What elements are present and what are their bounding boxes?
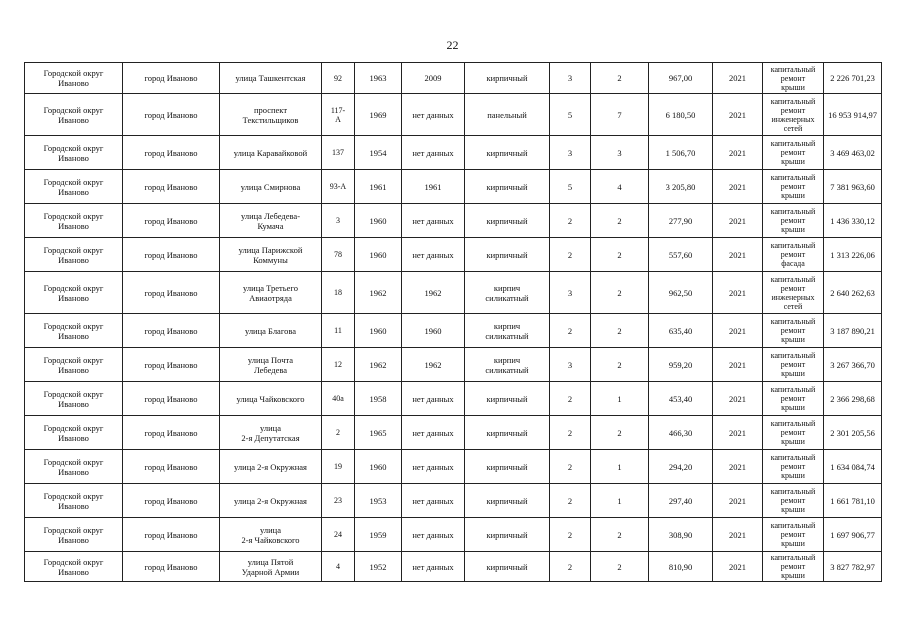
cell-plan-year: 2021	[713, 63, 763, 94]
table-row	[25, 170, 882, 204]
cell-year-repair: нет данных	[402, 484, 465, 518]
cell-house: 18	[322, 272, 355, 314]
cell-year-repair: 2009	[402, 63, 465, 94]
cell-city: город Иваново	[123, 484, 220, 518]
cell-cost: 3 187 890,21	[824, 314, 882, 348]
cell-work-type: капитальный ремонт крыши	[763, 552, 824, 582]
cell-cost: 2 226 701,23	[824, 63, 882, 94]
cell-year-repair: нет данных	[402, 416, 465, 450]
cell-material: кирпичный	[465, 416, 550, 450]
cell-floors: 5	[550, 170, 591, 204]
page-number: 22	[446, 38, 459, 52]
cell-work-type: капитальный ремонт крыши	[763, 170, 824, 204]
cell-material: кирпичный	[465, 518, 550, 552]
cell-year-repair: нет данных	[402, 94, 465, 136]
cell-material: кирпичный	[465, 204, 550, 238]
cell-area: 810,90	[649, 552, 713, 582]
cell-area: 967,00	[649, 63, 713, 94]
cell-work-type: капитальный ремонт фасада	[763, 238, 824, 272]
cell-city: город Иваново	[123, 238, 220, 272]
cell-entrances: 7	[591, 94, 649, 136]
cell-cost: 2 301 205,56	[824, 416, 882, 450]
cell-plan-year: 2021	[713, 416, 763, 450]
cell-plan-year: 2021	[713, 484, 763, 518]
cell-year-built: 1960	[355, 238, 402, 272]
cell-area: 6 180,50	[649, 94, 713, 136]
cell-floors: 2	[550, 416, 591, 450]
cell-cost: 3 267 366,70	[824, 348, 882, 382]
cell-house: 137	[322, 136, 355, 170]
cell-district: Городской округ Иваново	[25, 416, 123, 450]
table-row	[25, 382, 882, 416]
cell-year-built: 1959	[355, 518, 402, 552]
cell-work-type: капитальный ремонт инженерных сетей	[763, 272, 824, 314]
cell-city: город Иваново	[123, 136, 220, 170]
cell-work-type: капитальный ремонт крыши	[763, 484, 824, 518]
cell-year-repair: 1960	[402, 314, 465, 348]
cell-house: 2	[322, 416, 355, 450]
cell-work-type: капитальный ремонт крыши	[763, 63, 824, 94]
cell-house: 24	[322, 518, 355, 552]
cell-area: 557,60	[649, 238, 713, 272]
cell-entrances: 2	[591, 204, 649, 238]
cell-material: кирпичный	[465, 170, 550, 204]
cell-area: 959,20	[649, 348, 713, 382]
table-row	[25, 136, 882, 170]
cell-city: город Иваново	[123, 94, 220, 136]
table-row	[25, 204, 882, 238]
table-row	[25, 518, 882, 552]
cell-city: город Иваново	[123, 348, 220, 382]
table-row	[25, 63, 882, 94]
cell-year-repair: нет данных	[402, 136, 465, 170]
cell-year-built: 1954	[355, 136, 402, 170]
cell-area: 294,20	[649, 450, 713, 484]
cell-cost: 2 640 262,63	[824, 272, 882, 314]
cell-work-type: капитальный ремонт крыши	[763, 314, 824, 348]
cell-entrances: 1	[591, 484, 649, 518]
cell-street: улица Пятой Ударной Армии	[220, 552, 322, 582]
cell-street: улица 2-я Окружная	[220, 484, 322, 518]
cell-floors: 2	[550, 204, 591, 238]
table-row	[25, 348, 882, 382]
cell-district: Городской округ Иваново	[25, 348, 123, 382]
cell-plan-year: 2021	[713, 204, 763, 238]
cell-district: Городской округ Иваново	[25, 63, 123, 94]
cell-street: улица 2-я Окружная	[220, 450, 322, 484]
cell-plan-year: 2021	[713, 238, 763, 272]
cell-floors: 2	[550, 484, 591, 518]
cell-work-type: капитальный ремонт крыши	[763, 136, 824, 170]
cell-street: улица Третьего Авиаотряда	[220, 272, 322, 314]
cell-city: город Иваново	[123, 552, 220, 582]
cell-city: город Иваново	[123, 518, 220, 552]
cell-house: 11	[322, 314, 355, 348]
cell-area: 635,40	[649, 314, 713, 348]
cell-cost: 1 436 330,12	[824, 204, 882, 238]
cell-house: 4	[322, 552, 355, 582]
cell-plan-year: 2021	[713, 518, 763, 552]
cell-year-built: 1953	[355, 484, 402, 518]
cell-plan-year: 2021	[713, 348, 763, 382]
cell-cost: 2 366 298,68	[824, 382, 882, 416]
cell-district: Городской округ Иваново	[25, 238, 123, 272]
cell-entrances: 2	[591, 238, 649, 272]
cell-entrances: 3	[591, 136, 649, 170]
cell-street: проспект Текстильщиков	[220, 94, 322, 136]
cell-cost: 7 381 963,60	[824, 170, 882, 204]
table-row	[25, 552, 882, 582]
cell-cost: 16 953 914,97	[824, 94, 882, 136]
cell-city: город Иваново	[123, 272, 220, 314]
cell-entrances: 2	[591, 348, 649, 382]
cell-plan-year: 2021	[713, 170, 763, 204]
cell-year-built: 1965	[355, 416, 402, 450]
cell-year-repair: нет данных	[402, 204, 465, 238]
cell-plan-year: 2021	[713, 314, 763, 348]
cell-material: кирпичный	[465, 136, 550, 170]
cell-house: 93-А	[322, 170, 355, 204]
cell-material: кирпич силикатный	[465, 272, 550, 314]
cell-area: 3 205,80	[649, 170, 713, 204]
cell-material: кирпичный	[465, 382, 550, 416]
cell-city: город Иваново	[123, 416, 220, 450]
cell-street: улица 2-я Депутатская	[220, 416, 322, 450]
cell-floors: 3	[550, 63, 591, 94]
cell-floors: 2	[550, 382, 591, 416]
cell-district: Городской округ Иваново	[25, 314, 123, 348]
cell-cost: 1 697 906,77	[824, 518, 882, 552]
cell-year-built: 1960	[355, 450, 402, 484]
cell-entrances: 1	[591, 450, 649, 484]
cell-house: 78	[322, 238, 355, 272]
cell-floors: 3	[550, 136, 591, 170]
cell-year-repair: 1962	[402, 272, 465, 314]
repair-registry-table	[24, 62, 882, 582]
cell-work-type: капитальный ремонт крыши	[763, 348, 824, 382]
cell-district: Городской округ Иваново	[25, 382, 123, 416]
cell-plan-year: 2021	[713, 552, 763, 582]
cell-district: Городской округ Иваново	[25, 94, 123, 136]
cell-cost: 3 827 782,97	[824, 552, 882, 582]
cell-year-repair: нет данных	[402, 450, 465, 484]
cell-floors: 2	[550, 552, 591, 582]
cell-area: 277,90	[649, 204, 713, 238]
cell-work-type: капитальный ремонт крыши	[763, 382, 824, 416]
cell-floors: 2	[550, 238, 591, 272]
cell-house: 12	[322, 348, 355, 382]
cell-area: 1 506,70	[649, 136, 713, 170]
cell-district: Городской округ Иваново	[25, 136, 123, 170]
cell-entrances: 4	[591, 170, 649, 204]
cell-plan-year: 2021	[713, 272, 763, 314]
cell-street: улица Каравайковой	[220, 136, 322, 170]
cell-material: кирпич силикатный	[465, 348, 550, 382]
cell-area: 466,30	[649, 416, 713, 450]
cell-house: 3	[322, 204, 355, 238]
table-row	[25, 484, 882, 518]
cell-street: улица Смирнова	[220, 170, 322, 204]
cell-plan-year: 2021	[713, 136, 763, 170]
cell-year-built: 1962	[355, 348, 402, 382]
table-row	[25, 416, 882, 450]
cell-year-repair: 1962	[402, 348, 465, 382]
cell-material: кирпичный	[465, 238, 550, 272]
cell-street: улица Чайковского	[220, 382, 322, 416]
table-row	[25, 238, 882, 272]
cell-street: улица Ташкентская	[220, 63, 322, 94]
cell-entrances: 2	[591, 552, 649, 582]
cell-city: город Иваново	[123, 314, 220, 348]
cell-work-type: капитальный ремонт крыши	[763, 518, 824, 552]
cell-city: город Иваново	[123, 382, 220, 416]
cell-entrances: 2	[591, 63, 649, 94]
cell-house: 92	[322, 63, 355, 94]
cell-cost: 1 634 084,74	[824, 450, 882, 484]
cell-floors: 3	[550, 348, 591, 382]
cell-street: улица Почта Лебедева	[220, 348, 322, 382]
cell-entrances: 2	[591, 272, 649, 314]
cell-year-built: 1963	[355, 63, 402, 94]
cell-entrances: 1	[591, 382, 649, 416]
cell-material: кирпичный	[465, 484, 550, 518]
cell-street: улица Лебедева- Кумача	[220, 204, 322, 238]
cell-house: 117- А	[322, 94, 355, 136]
cell-cost: 1 313 226,06	[824, 238, 882, 272]
table-row	[25, 450, 882, 484]
cell-year-built: 1958	[355, 382, 402, 416]
cell-district: Городской округ Иваново	[25, 552, 123, 582]
cell-entrances: 2	[591, 314, 649, 348]
table-row	[25, 272, 882, 314]
cell-floors: 3	[550, 272, 591, 314]
cell-area: 308,90	[649, 518, 713, 552]
cell-house: 23	[322, 484, 355, 518]
cell-district: Городской округ Иваново	[25, 170, 123, 204]
cell-year-repair: нет данных	[402, 238, 465, 272]
cell-year-built: 1961	[355, 170, 402, 204]
cell-work-type: капитальный ремонт крыши	[763, 450, 824, 484]
cell-year-built: 1960	[355, 314, 402, 348]
cell-work-type: капитальный ремонт крыши	[763, 416, 824, 450]
cell-entrances: 2	[591, 416, 649, 450]
cell-area: 962,50	[649, 272, 713, 314]
registry-body	[25, 63, 882, 582]
cell-plan-year: 2021	[713, 94, 763, 136]
cell-area: 453,40	[649, 382, 713, 416]
cell-plan-year: 2021	[713, 382, 763, 416]
cell-house: 19	[322, 450, 355, 484]
cell-plan-year: 2021	[713, 450, 763, 484]
cell-year-repair: 1961	[402, 170, 465, 204]
cell-year-built: 1952	[355, 552, 402, 582]
cell-floors: 5	[550, 94, 591, 136]
cell-floors: 2	[550, 518, 591, 552]
cell-street: улица Парижской Коммуны	[220, 238, 322, 272]
cell-cost: 1 661 781,10	[824, 484, 882, 518]
cell-district: Городской округ Иваново	[25, 204, 123, 238]
cell-cost: 3 469 463,02	[824, 136, 882, 170]
cell-floors: 2	[550, 314, 591, 348]
table-row	[25, 314, 882, 348]
cell-city: город Иваново	[123, 204, 220, 238]
cell-district: Городской округ Иваново	[25, 272, 123, 314]
cell-street: улица Благова	[220, 314, 322, 348]
cell-street: улица 2-я Чайковского	[220, 518, 322, 552]
cell-city: город Иваново	[123, 170, 220, 204]
cell-year-built: 1962	[355, 272, 402, 314]
cell-floors: 2	[550, 450, 591, 484]
cell-work-type: капитальный ремонт крыши	[763, 204, 824, 238]
cell-area: 297,40	[649, 484, 713, 518]
cell-district: Городской округ Иваново	[25, 484, 123, 518]
cell-district: Городской округ Иваново	[25, 518, 123, 552]
cell-district: Городской округ Иваново	[25, 450, 123, 484]
cell-year-repair: нет данных	[402, 518, 465, 552]
cell-work-type: капитальный ремонт инженерных сетей	[763, 94, 824, 136]
cell-city: город Иваново	[123, 63, 220, 94]
cell-year-built: 1969	[355, 94, 402, 136]
cell-entrances: 2	[591, 518, 649, 552]
cell-year-repair: нет данных	[402, 552, 465, 582]
cell-material: кирпич силикатный	[465, 314, 550, 348]
cell-city: город Иваново	[123, 450, 220, 484]
cell-year-built: 1960	[355, 204, 402, 238]
cell-material: кирпичный	[465, 63, 550, 94]
cell-material: кирпичный	[465, 450, 550, 484]
cell-year-repair: нет данных	[402, 382, 465, 416]
cell-material: кирпичный	[465, 552, 550, 582]
cell-material: панельный	[465, 94, 550, 136]
cell-house: 40а	[322, 382, 355, 416]
table-row	[25, 94, 882, 136]
